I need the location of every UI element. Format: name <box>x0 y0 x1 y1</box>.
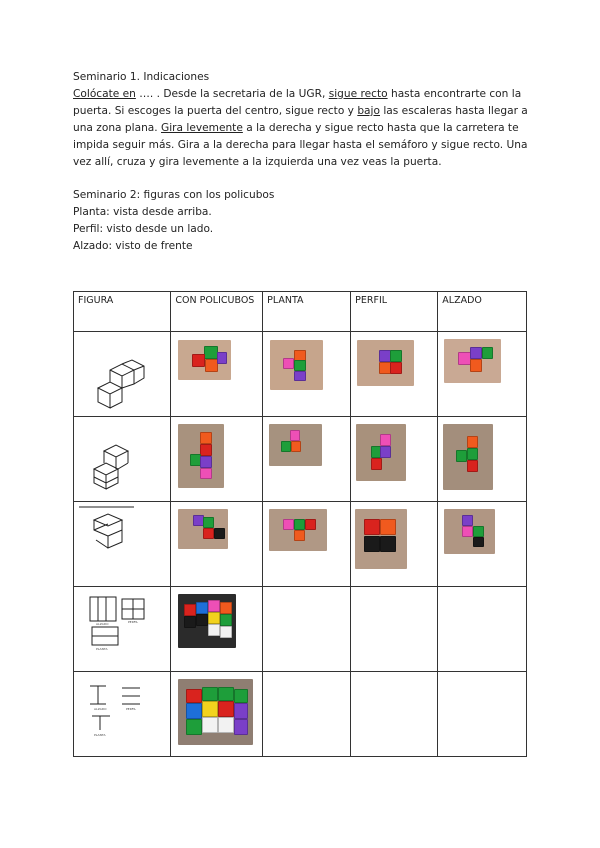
planta-photo-cell <box>263 332 351 417</box>
alzado-photo-cell <box>438 502 527 587</box>
figure-drawing-cell <box>74 587 171 672</box>
seminar-2-notes <box>73 187 527 255</box>
instruction-line-1: Colócate en …. . Desde la secretaria de la UGR, sigue recto hasta encontrarte con la <box>73 88 522 100</box>
perfil-label-4: PERFIL <box>128 620 139 624</box>
planta-photo <box>270 340 323 390</box>
header-alzado: ALZADO <box>438 292 527 332</box>
instruction-line-3: una zona plana. Gira levemente a la derecha y sigue recto hasta que la carretera te <box>73 122 519 134</box>
perfil-definition: Perfil: visto desde un lado. <box>73 223 214 235</box>
table-row <box>74 587 527 672</box>
instruction-line-2: puerta. Si escoges la puerta del centro, sigue recto y bajo las escaleras hasta llegar a <box>73 105 528 117</box>
header-perfil: PERFIL <box>351 292 438 332</box>
polycube-photo-cell <box>171 502 263 587</box>
alzado-photo <box>444 509 495 554</box>
planta-photo <box>269 424 322 466</box>
polycube-photo-cell <box>171 587 263 672</box>
alzado-label-4: ALZADO <box>96 622 109 626</box>
perfil-empty-cell <box>351 672 438 757</box>
instruction-line-5: vez allí, cruza y gira levemente a la izquierda una vez veas la puerta. <box>73 156 442 168</box>
perfil-photo <box>357 340 414 386</box>
isometric-figure-1 <box>74 332 164 416</box>
perfil-photo <box>355 509 407 569</box>
planta-label-5: PLANTA <box>94 733 106 737</box>
planta-empty-cell <box>263 672 351 757</box>
seminar-1-instructions <box>73 69 527 171</box>
orthographic-views-figure-4 <box>74 587 164 671</box>
perfil-photo-cell <box>351 502 438 587</box>
perfil-photo <box>356 424 406 481</box>
planta-empty-cell <box>263 587 351 672</box>
alzado-photo <box>443 424 493 490</box>
seminar-1-title: Seminario 1. Indicaciones <box>73 71 210 83</box>
polycube-photo-cell <box>171 332 263 417</box>
polycube-photo <box>178 340 231 380</box>
table-row <box>74 332 527 417</box>
alzado-empty-cell <box>438 587 527 672</box>
planta-photo <box>269 509 327 551</box>
polycube-photo <box>178 594 236 648</box>
table-row <box>74 417 527 502</box>
figure-drawing-cell <box>74 332 171 417</box>
polycube-photo <box>178 424 224 488</box>
header-figura: FIGURA <box>74 292 171 332</box>
orthographic-views-figure-5 <box>74 672 164 756</box>
alzado-photo <box>444 339 501 383</box>
planta-definition: Planta: vista desde arriba. <box>73 206 212 218</box>
alzado-empty-cell <box>438 672 527 757</box>
header-planta: PLANTA <box>263 292 351 332</box>
polycube-table <box>73 291 527 757</box>
planta-photo-cell <box>263 417 351 502</box>
polycube-photo-cell <box>171 417 263 502</box>
planta-label-4: PLANTA <box>96 647 108 651</box>
polycube-photo <box>178 679 253 745</box>
alzado-definition: Alzado: visto de frente <box>73 240 193 252</box>
table-row <box>74 672 527 757</box>
perfil-photo-cell <box>351 417 438 502</box>
perfil-photo-cell <box>351 332 438 417</box>
table-row <box>74 502 527 587</box>
seminar-2-title: Seminario 2: figuras con los policubos <box>73 189 275 201</box>
isometric-figure-3 <box>74 502 164 586</box>
table-header-row <box>74 292 527 332</box>
alzado-label-5: ALZADO <box>94 707 107 711</box>
alzado-photo-cell <box>438 417 527 502</box>
alzado-photo-cell <box>438 332 527 417</box>
isometric-figure-2 <box>74 417 164 501</box>
planta-photo-cell <box>263 502 351 587</box>
header-con-policubos: CON POLICUBOS <box>171 292 263 332</box>
polycube-photo-cell <box>171 672 263 757</box>
perfil-label-5: PERFIL <box>126 707 137 711</box>
instruction-line-4: impida seguir más. Gira a la derecha para llegar hasta el semáforo y sigue recto. Una <box>73 139 528 151</box>
polycube-photo <box>178 509 228 549</box>
perfil-empty-cell <box>351 587 438 672</box>
figure-drawing-cell <box>74 672 171 757</box>
figure-drawing-cell <box>74 502 171 587</box>
figure-drawing-cell <box>74 417 171 502</box>
